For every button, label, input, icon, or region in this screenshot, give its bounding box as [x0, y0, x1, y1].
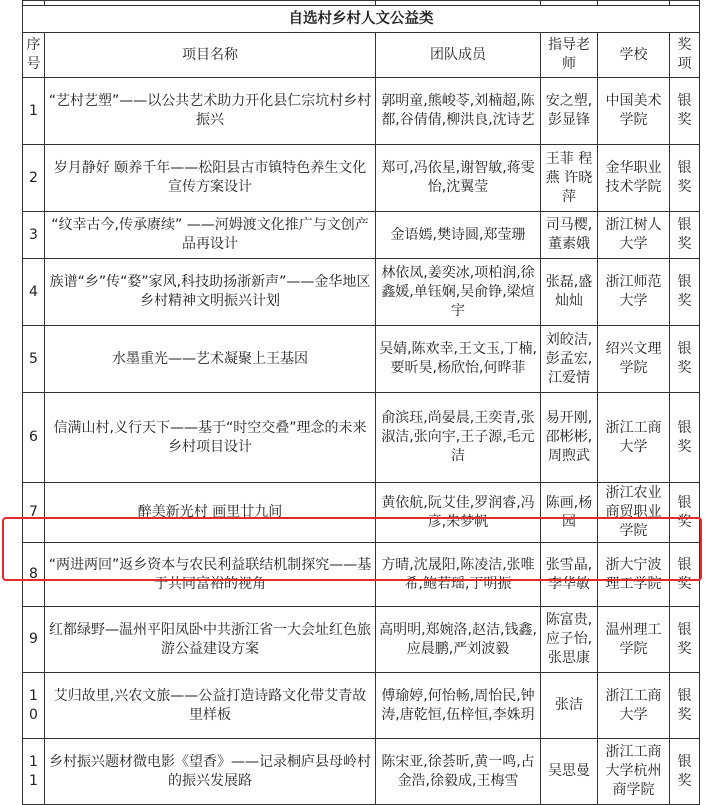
cell-award: 银奖 [670, 483, 700, 543]
table-row [23, 259, 700, 326]
cell-mentor: 张雪晶,李华敏 [541, 543, 598, 607]
cell-school: 浙江树人大学 [598, 212, 670, 259]
cell-index: 1 [23, 78, 45, 145]
cell-members: 俞滨珏,尚晏晨,王奕青,张淑洁,张向宇,王子源,毛元洁 [376, 393, 541, 483]
cell-index: 5 [23, 326, 45, 393]
cell-school: 浙江农业商贸职业学院 [598, 483, 670, 543]
cell-members: 金语嫣,樊诗圆,郑莹珊 [376, 212, 541, 259]
cell-members: 林依凤,姜奕冰,项柏润,徐鑫媛,单钰娴,吴俞铮,梁煊宇 [376, 259, 541, 326]
cell-mentor: 王菲 程燕 许晓萍 [541, 145, 598, 212]
cell-members: 吴婧,陈欢幸,王文玉,丁楠,要昕昊,杨欣怡,何晔菲 [376, 326, 541, 393]
cell-index: 9 [23, 607, 45, 673]
cell-members: 高明明,郑婉洛,赵洁,钱鑫,应晨鹏,严刘波毅 [376, 607, 541, 673]
section-title: 自选村乡村人文公益类 [23, 6, 700, 33]
table-row [23, 145, 700, 212]
cell-school: 浙江工商大学杭州商学院 [598, 739, 670, 805]
cell-school: 浙江工商大学 [598, 393, 670, 483]
cell-members: 郑可,冯依星,谢智敏,蒋雯怡,沈翼莹 [376, 145, 541, 212]
cell-project: 岁月静好 颐养千年——松阳县古市镇特色养生文化宣传方案设计 [45, 145, 376, 212]
cell-project: 艾归故里,兴农文旅——公益打造诗路文化带艾青故里样板 [45, 673, 376, 739]
header-index: 序号 [23, 33, 45, 78]
cell-school: 温州理工学院 [598, 607, 670, 673]
cell-award: 银奖 [670, 326, 700, 393]
header-row [23, 33, 700, 78]
cell-members: 郭明童,熊峻苓,刘楠超,陈都,谷倩倩,柳洪良,沈诗艺 [376, 78, 541, 145]
cell-award: 银奖 [670, 78, 700, 145]
header-project: 项目名称 [45, 33, 376, 78]
cell-mentor: 司马樱,董素娥 [541, 212, 598, 259]
table-row [23, 673, 700, 739]
table-row [23, 543, 700, 607]
header-mentor: 指导老师 [541, 33, 598, 78]
cell-school: 绍兴文理学院 [598, 326, 670, 393]
cell-award: 银奖 [670, 607, 700, 673]
cell-award: 银奖 [670, 212, 700, 259]
cell-mentor: 刘皎洁,彭孟宏,江爱情 [541, 326, 598, 393]
cell-project: 族谱“乡”传“婺”家风,科技助扬浙新声”——金华地区乡村精神文明振兴计划 [45, 259, 376, 326]
awards-table [22, 0, 700, 805]
cell-members: 陈宋亚,徐荟昕,黄一鸣,占金浩,徐毅成,王梅雪 [376, 739, 541, 805]
cell-project: 乡村振兴题材微电影《望香》——记录桐庐县母岭村的振兴发展路 [45, 739, 376, 805]
cell-award: 银奖 [670, 259, 700, 326]
cell-mentor: 张磊,盛灿灿 [541, 259, 598, 326]
cell-project: “纹幸古今,传承赓续” ——河姆渡文化推广与文创产品再设计 [45, 212, 376, 259]
cell-mentor: 吴思曼 [541, 739, 598, 805]
header-school: 学校 [598, 33, 670, 78]
cell-project: 水墨重光——艺术凝聚上王基因 [45, 326, 376, 393]
cell-index: 3 [23, 212, 45, 259]
cell-project: “两进两回”返乡资本与农民利益联结机制探究——基于共同富裕的视角 [45, 543, 376, 607]
cell-mentor: 易开刚,邵彬彬,周煦武 [541, 393, 598, 483]
cell-school: 浙大宁波理工学院 [598, 543, 670, 607]
cell-award: 银奖 [670, 543, 700, 607]
cell-mentor: 安之塑,彭显锋 [541, 78, 598, 145]
cell-index: 10 [23, 673, 45, 739]
table-row [23, 607, 700, 673]
section-row [23, 6, 700, 33]
cell-project: 醉美新光村 画里廿九间 [45, 483, 376, 543]
cell-index: 11 [23, 739, 45, 805]
cell-award: 银奖 [670, 673, 700, 739]
header-award: 奖项 [670, 33, 700, 78]
cell-school: 金华职业技术学院 [598, 145, 670, 212]
cell-project: “艺村艺塑”——以公共艺术助力开化县仁宗坑村乡村振兴 [45, 78, 376, 145]
cell-school: 中国美术学院 [598, 78, 670, 145]
table-row [23, 326, 700, 393]
cell-index: 2 [23, 145, 45, 212]
cell-index: 6 [23, 393, 45, 483]
cell-index: 7 [23, 483, 45, 543]
cell-members: 方晴,沈晟阳,陈凌洁,张唯希,鲍若瑶,丁明振 [376, 543, 541, 607]
header-members: 团队成员 [376, 33, 541, 78]
cell-project: 红都绿野—温州平阳凤卧中共浙江省一大会址红色旅游公益建设方案 [45, 607, 376, 673]
cell-mentor: 陈画,杨园 [541, 483, 598, 543]
cell-members: 黄依航,阮艾佳,罗润睿,冯彦,朱梦帆 [376, 483, 541, 543]
cell-award: 银奖 [670, 145, 700, 212]
cell-school: 浙江师范大学 [598, 259, 670, 326]
cell-index: 4 [23, 259, 45, 326]
cell-index: 8 [23, 543, 45, 607]
table-row [23, 212, 700, 259]
cell-project: 信满山村,义行天下——基于“时空交叠”理念的未来乡村项目设计 [45, 393, 376, 483]
cell-award: 银奖 [670, 393, 700, 483]
cell-mentor: 张洁 [541, 673, 598, 739]
table-row [23, 78, 700, 145]
cell-school: 浙江工商大学 [598, 673, 670, 739]
table-row [23, 393, 700, 483]
cell-award: 银奖 [670, 739, 700, 805]
table-row [23, 739, 700, 805]
cell-mentor: 陈富贵,应子怡,张思康 [541, 607, 598, 673]
table-row [23, 483, 700, 543]
cell-members: 傅瑜婷,何怡畅,周怡民,钟涛,唐乾恒,伍梓恒,李姝玥 [376, 673, 541, 739]
